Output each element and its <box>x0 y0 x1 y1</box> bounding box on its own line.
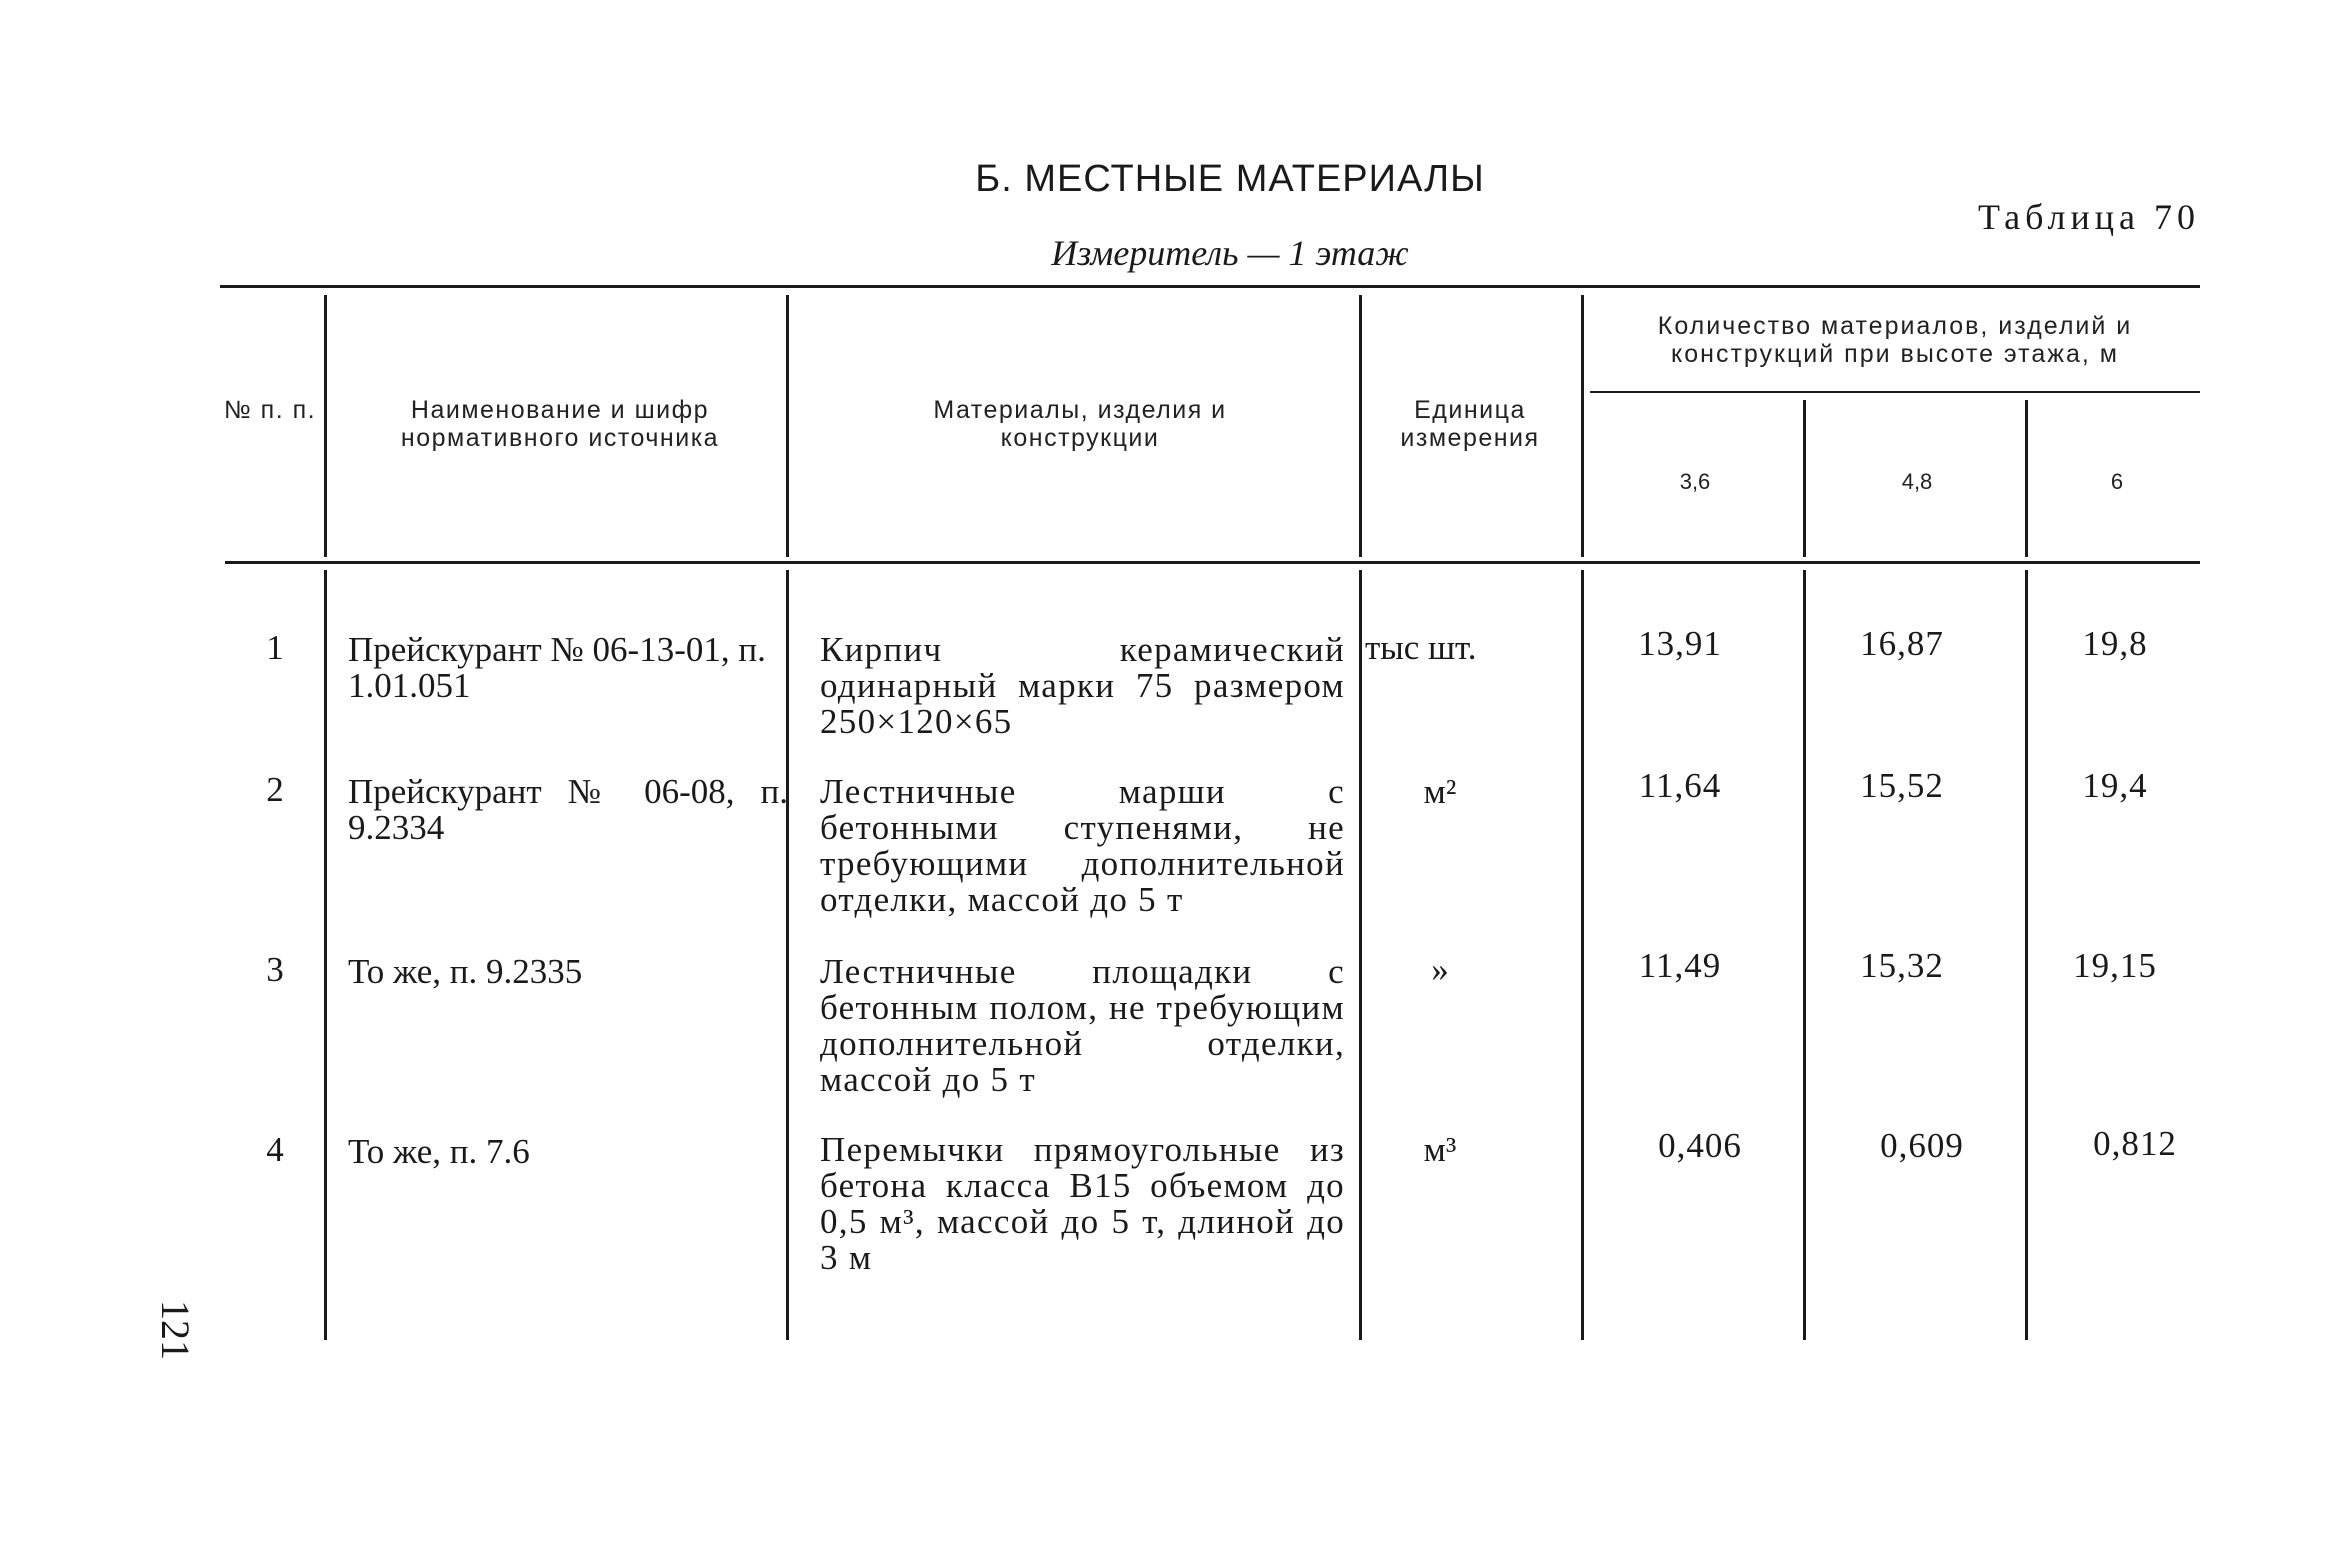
header-quantity: Количество материалов, изделий и конструкций при высоте этажа, м <box>1657 312 2133 368</box>
row-value-6: 19,8 <box>2082 624 2148 663</box>
row-value-6: 19,4 <box>2082 766 2148 805</box>
body-divider <box>1359 570 1362 1340</box>
row-number: 3 <box>266 950 284 989</box>
row-source: То же, п. 7.6 <box>348 1132 530 1171</box>
row-value-6: 19,15 <box>2073 946 2157 985</box>
row-value-6: 0,812 <box>2093 1124 2177 1163</box>
header-divider <box>1581 295 1584 557</box>
header-unit: Единица измерения <box>1400 396 1540 452</box>
header-divider <box>1803 400 1806 557</box>
row-value-4-8: 15,52 <box>1860 766 1944 805</box>
header-divider <box>1359 295 1362 557</box>
row-source: Прейскурант № 06-08, п. 9.2334 <box>348 772 788 847</box>
body-divider <box>324 570 327 1340</box>
row-source: Прейскурант № 06-13-01, п. 1.01.051 <box>348 630 766 705</box>
header-materials: Материалы, изделия и конструкции <box>933 396 1227 452</box>
header-divider <box>324 295 327 557</box>
header-height-3-6: 3,6 <box>1679 469 1711 494</box>
header-num: № п. п. <box>223 396 317 424</box>
row-number: 1 <box>266 628 284 667</box>
row-value-4-8: 15,32 <box>1860 946 1944 985</box>
row-source: То же, п. 9.2335 <box>348 952 583 991</box>
header-height-6: 6 <box>2110 469 2124 494</box>
section-title: Б. МЕСТНЫЕ МАТЕРИАЛЫ <box>975 158 1485 200</box>
row-value-3-6: 11,49 <box>1638 946 1722 985</box>
row-unit: » <box>1431 950 1449 989</box>
header-height-4-8: 4,8 <box>1901 469 1933 494</box>
row-value-3-6: 0,406 <box>1658 1126 1742 1165</box>
row-number: 2 <box>266 770 284 809</box>
page-number: 121 <box>153 1300 198 1360</box>
row-value-3-6: 11,64 <box>1638 766 1722 805</box>
row-unit: тыс шт. <box>1365 628 1477 667</box>
row-value-3-6: 13,91 <box>1638 624 1722 663</box>
row-material: Лестничные марши с бетонными ступенями, не требующими дополнительной отделки, массой до 5 т <box>820 772 1345 919</box>
row-material: Кирпич керамический одинарный марки 75 размером 250×120×65 <box>820 630 1345 741</box>
header-divider <box>786 295 789 557</box>
quantity-header-rule <box>1590 391 2200 393</box>
table-top-rule <box>220 285 2200 288</box>
row-material: Перемычки прямоугольные из бетона класса В15 объемом до 0,5 м³, массой до 5 т, длиной до 3 м <box>820 1130 1345 1277</box>
header-source: Наименование и шифр нормативного источника <box>400 396 720 452</box>
unit-caption: Измеритель — 1 этаж <box>1051 233 1409 273</box>
header-bottom-rule <box>225 561 2200 564</box>
row-material: Лестничные площадки с бетонным полом, не требующим дополнительной отделки, массой до 5 т <box>820 952 1345 1099</box>
row-number: 4 <box>266 1130 284 1169</box>
table-number: Таблица 70 <box>1978 197 2200 237</box>
header-divider <box>2025 400 2028 557</box>
row-value-4-8: 0,609 <box>1880 1126 1964 1165</box>
row-value-4-8: 16,87 <box>1860 624 1944 663</box>
row-unit: м² <box>1423 772 1457 811</box>
row-unit: м³ <box>1423 1130 1457 1169</box>
